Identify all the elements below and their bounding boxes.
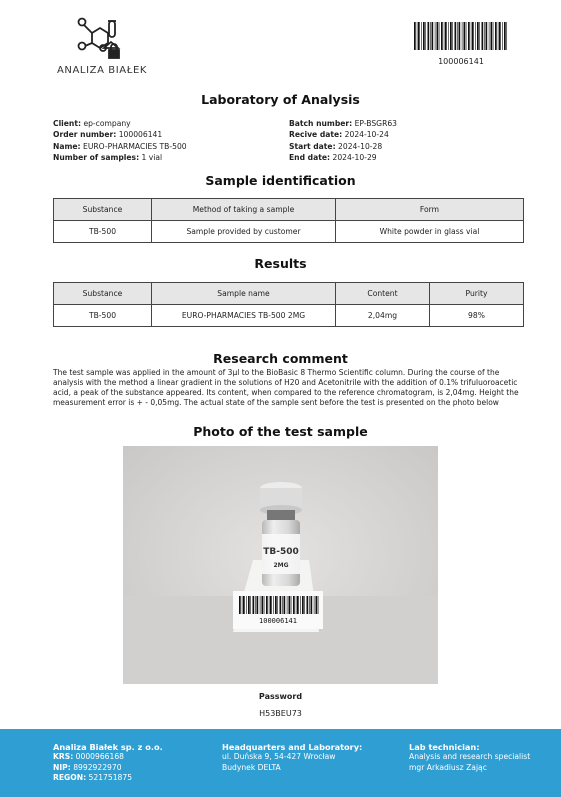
hq-building: Budynek DELTA [222,762,281,772]
footer-headquarters [222,742,362,773]
start-date-value: 2024-10-28 [338,141,383,151]
footer [0,729,561,797]
table-header-cell: Sample name [152,283,336,305]
table-row [54,221,524,243]
table-cell: EURO-PHARMACIES TB-500 2MG [152,305,336,327]
batch-info: Batch number: EP-BSGR63 Recive date: 2024-10-24 Start date: 2024-10-28 End date: 2024-10-29 [289,119,398,162]
table-cell: TB-500 [54,221,152,243]
client-value: ep-company [83,119,131,128]
sample-photo [123,446,438,684]
footer-company: Analiza Białek sp. z o.o. KRS: 0000966168 NIP: 8992922970 REGON: 521751875 [53,742,163,782]
name-value: EURO-PHARMACIES TB-500 [83,141,187,151]
password-label: Password [258,692,303,701]
hq-title: Headquarters and Laboratory: [222,742,363,752]
barcode-number: 100006141 [438,57,484,66]
client-info: Client: ep-company Order number: 100006141 Name: EURO-PHARMACIES TB-500 Number of samples: 1 vial [53,119,187,162]
photo-barcode-number: 100006141 [259,617,297,625]
company-name: Analiza Białek sp. z o.o. [53,742,163,752]
company-logo [52,16,152,78]
logo-text: ANALIZA BIAŁEK [56,65,148,76]
vial-label: TB-500 [263,547,299,557]
table-header-cell: Purity [430,283,524,305]
research-comment-text: The test sample was applied in the amount of 3μl to the BioBasic 8 Thermo Scientific column. During the course of the analysis with the method a linear gradient in the solutions of H20 and Acetonitrile with the addition of 0.1% trifuluoroacetic acid, a peak of the substance appeared. Its content, when compared to the reference chromatogram, is 2,04mg. Height the measurement error is + - 0,05mg. The actual state of the sample sent before the test is presented on the photo below [53,368,519,407]
order-number-value: 100006141 [118,130,163,140]
technician-name: mgr Arkadiusz Zając [409,762,487,772]
table-header-cell: Content [336,283,430,305]
barcode [414,22,508,50]
hq-address: ul. Duńska 9, 54-427 Wrocław [222,752,336,762]
table-cell: TB-500 [54,305,152,327]
receive-date-value: 2024-10-24 [344,130,389,140]
table-header-cell: Substance [54,199,152,221]
results-title: Results [254,256,307,271]
regon-value: 521751875 [88,772,133,782]
vial-dose: 2MG [273,562,289,569]
batch-value: EP-BSGR63 [354,119,398,128]
footer-technician [409,742,530,773]
photo-title: Photo of the test sample [193,424,368,439]
password-value: H53BEU73 [259,709,302,718]
table-cell: 98% [430,305,524,327]
table-header-cell: Substance [54,283,152,305]
table-header-cell: Method of taking a sample [152,199,336,221]
sample-identification-table [53,198,524,243]
end-date-value: 2024-10-29 [332,152,377,162]
samples-value: 1 vial [141,152,163,162]
table-row [54,305,524,327]
vial-photo-illustration [123,446,438,684]
table-header-row [54,199,524,221]
technician-title: Lab technician: [409,742,480,752]
table-cell: White powder in glass vial [336,221,524,243]
research-comment-title: Research comment [213,351,348,366]
results-table [53,282,524,327]
table-header-row [54,283,524,305]
table-header-cell: Form [336,199,524,221]
table-cell: 2,04mg [336,305,430,327]
krs-value: 0000966168 [75,752,124,762]
sample-identification-title: Sample identification [205,173,356,188]
nip-value: 8992922970 [73,762,122,772]
table-cell: Sample provided by customer [152,221,336,243]
page-title: Laboratory of Analysis [201,92,360,107]
technician-role: Analysis and research specialist [409,752,531,762]
molecule-icon [74,16,130,62]
